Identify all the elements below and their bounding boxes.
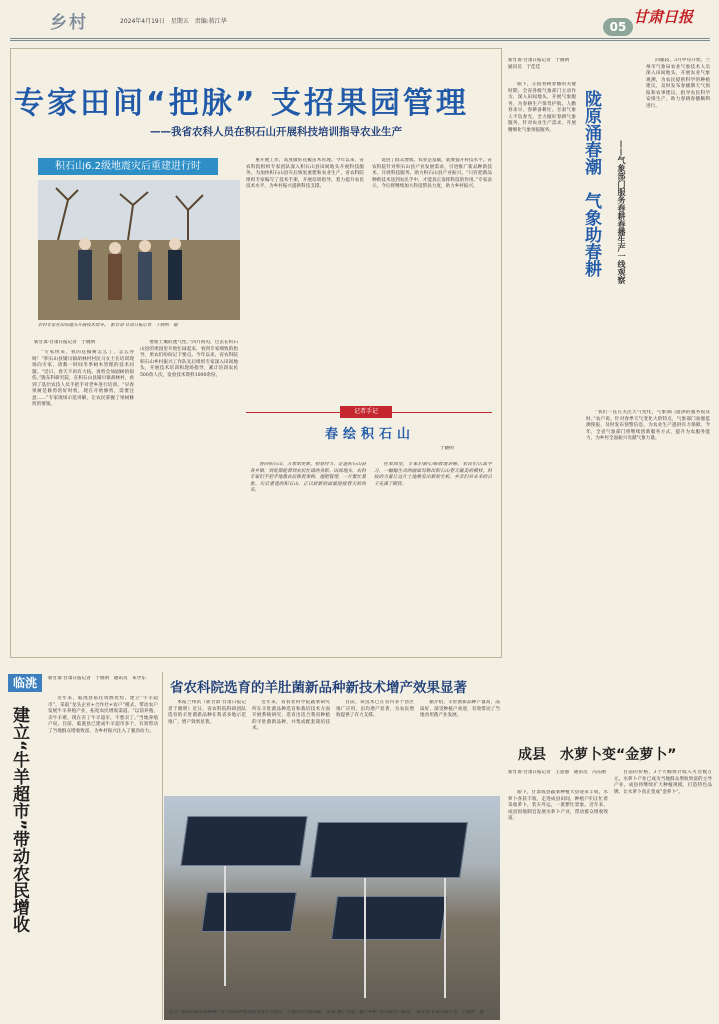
right-story-col-2 bbox=[646, 58, 710, 358]
section-name: 乡村 bbox=[50, 13, 88, 33]
paragraph: 重开展工作，高度做好花椒苗木管理。今年以来，省农科院组织专家团队深入积石山县田间地头开展科技服务。为加快积石山县灾后恢复重建和农业生产，省农科院组织专家编写了技术手册，开展培训指导，着力提升农民技术水平，为乡村振兴提供科技支撑。 bbox=[246, 158, 364, 189]
paragraph: 回暖较。3月中旬开始，兰州市气象局农业气象技术人员深入田间地头，开展农业气象观测，为农民提供科学的种植建议，及时发布春播期天气预报和农事建议，指导农民科学安排生产，助力春耕春播顺利进行。 bbox=[646, 58, 710, 109]
right-story-col-3 bbox=[586, 410, 710, 670]
paragraph: 本报兰州讯（新甘肃·甘肃日报记者于晓明）近日，省农科院科研团队选育的羊肚菌新品种在我省多地示范推广，增产效果显著。 bbox=[168, 700, 246, 725]
masthead-logo: 甘肃日报 bbox=[633, 8, 694, 26]
top-story-col-2 bbox=[140, 340, 238, 650]
sidebar-tag: 临洮 bbox=[8, 674, 42, 692]
solar-panel bbox=[310, 822, 468, 878]
page-number: 05 bbox=[603, 18, 633, 36]
paragraph: 目前的价格，3个大棚预计收入可达数万元。水萝卜产业已成为当地群众增收致富的主导产业，成县将继续扩大种植规模，打造特色品牌，让水萝卜真正变成“金萝卜”。 bbox=[614, 770, 712, 795]
support-pillar bbox=[364, 878, 366, 998]
sidebar-byline: 新甘肃·甘肃日报记者 于晓明 通讯员 朱学东 bbox=[48, 676, 146, 681]
paragraph: 近年来，省农业科学院蔬菜研究所在羊肚菌品种选育和栽培技术方面开展系统研究，选育出适合我省种植的羊肚菌新品种，并集成配套栽培技术。 bbox=[252, 700, 330, 731]
solar-panel bbox=[331, 896, 447, 940]
solar-greenhouse-photo bbox=[164, 796, 500, 1020]
lower-story-col-3 bbox=[336, 700, 414, 792]
lower-story-col-4 bbox=[420, 700, 500, 792]
paragraph: “专家快来，我的花椒树怎么了，怎么办呀！”积石山县铺川镇胡林村村民马女士在培训现场向专家，请教一时间冬季树木管理的技术问题。“近日，春天不再有大枝，再剪会加剧树的损伤。”陇东科研究院，在积石山县铺川镇胡林村，看到了基层农技人员手把手对老乡进行培训。“早春果树是修剪的好时机，现在开始修剪，需要注意……”专家现场示范讲解，让农民掌握了果树修剪的要领。 bbox=[32, 350, 134, 407]
essay-title: 春绘积石山 bbox=[324, 427, 415, 442]
radish-story-byline: 新甘肃·甘肃日报记者 王思愚 通讯员 冯东刚 bbox=[508, 770, 606, 775]
top-story-byline: 新甘肃·甘肃日报记者 于晓明 bbox=[34, 340, 96, 345]
lower-story-headline: 省农科院选育的羊肚菌新品种新技术增产效果显著 bbox=[170, 680, 467, 696]
lower-story-col-2 bbox=[252, 700, 330, 792]
radish-story-title: 成县 水萝卜变“金萝卜” bbox=[518, 747, 677, 763]
paragraph: 眼下，甘肃成县蔬菜种植大县迎来丰收，水萝卜喜获丰收。走进成县田间，种植户们正忙着采收萝卜，装车外运，一派繁忙景象。近年来，成县因地制宜发展水萝卜产业，带动群众增收致富。 bbox=[508, 790, 608, 821]
top-story-col-4 bbox=[372, 158, 492, 398]
lower-story-photo-caption: 近日，临泽县新华镇种植户在羊肚菌种植基地查看长势情况，大棚与光伏板搭配，形成“棚上发电、棚下种植”的立体生产模式。 新甘肃·甘肃日报记者 于晓明 摄 bbox=[168, 1010, 484, 1015]
paragraph: 春回积石山，万象始更新。初春时节，走进积石山县各乡镇，到处都能看到农民忙碌的身影。田间地头，农科专家们手把手地教农民修剪果树、施肥管理，一片繁忙景象。灾后重建的积石山，正以崭新的面貌迎接春天的到来。 bbox=[250, 462, 366, 493]
right-story-byline: 新甘肃·甘肃日报记者 于晓明 通讯员 于佳佳 bbox=[508, 58, 574, 70]
paragraph: 促进了群众增收。农业是基础，就要提升科技水平。省农科院针对积石山县产业发展需求，引进推广新品种新技术，开展科技服务，助力积石山县产业振兴。“只有把新品种新技术送到农民手中，才能真正发挥科技的作用。”专家表示，今后将继续加大科技帮扶力度，助力乡村振兴。 bbox=[372, 158, 492, 189]
top-story-col-3 bbox=[246, 158, 364, 398]
solar-panel bbox=[180, 816, 307, 866]
orchard-scene-image bbox=[38, 180, 240, 320]
top-story-col-1 bbox=[32, 350, 134, 650]
paragraph: 增加土壤的透气性。”四月初旬，过去在积石山县的果园里开始忙碌起来，看到专家细致的指导，果农们纷纷记下要点。今年以来，省农科院积石山乡村振兴工作队先后组织专家深入田间地头，开展技术培训和现场指导，累计培训农民500余人次，发放技术资料1000余份。 bbox=[140, 340, 238, 378]
paragraph: 眼下，正值春耕春播的关键时期，全省各级气象部门主动作为，深入田间地头，开展气象服务，为春耕生产保驾护航。人勤春来早，春耕备耕忙。甘肃气象人不负春光，全力做好春耕气象服务，针对农业生产需求，开展精细化气象预报服务。 bbox=[508, 82, 576, 133]
top-story-subheadline: ——我省农科人员在积石山开展科技培训指导农业生产 bbox=[150, 126, 402, 138]
essay-tag: 记者手记 bbox=[340, 406, 392, 418]
dateline: 2024年4月19日 星期五 责编:蒋江华 bbox=[120, 18, 227, 25]
essay-col-2 bbox=[374, 462, 492, 652]
header-rule bbox=[10, 38, 710, 41]
right-story-subtitle: ——气象部门服务春耕春播生产一线观察 bbox=[617, 140, 626, 284]
paragraph: “我们一直在关注天气变化，气象部门提供的服务很及时。”农户说。针对春季天气变化大的特点，气象部门加强监测预报，及时发布预警信息，为农业生产提供有力保障。今年，全省气象部门将继续创新服务方式，提升为农服务能力，为乡村全面振兴贡献气象力量。 bbox=[586, 410, 710, 441]
sidebar-title: 建立“牛羊超市”带动农民增收 bbox=[9, 706, 29, 933]
lower-story-col-1 bbox=[168, 700, 246, 792]
top-story-headline: 专家田间“把脉” 支招果园管理 bbox=[14, 86, 469, 121]
top-story-photo-caption: 农科专家在田间地头开展技术指导。 新甘肃·甘肃日报记者 于晓明 摄 bbox=[38, 323, 178, 328]
sidebar-col bbox=[48, 696, 158, 1016]
radish-story-col-1 bbox=[508, 790, 608, 1020]
paragraph: 近年来，临洮县依托资源优势，建立“牛羊超市”，采取“龙头企业+合作社+农户”模式，带动农户发展牛羊养殖产业，拓宽农民增收渠道。“以前养殖，卖牛羊难，现在有了牛羊超市，不愁卖了。”当地养殖户说。目前，临洮县已建成牛羊超市多个，有效带动了当地群众增收致富，为乡村振兴注入了强劲动力。 bbox=[48, 696, 158, 734]
paragraph: 在果园里，专家们耐心细致地讲解，农民们认真学习，一幅幅生动的画面勾勒出积石山春天最美的模样。科技的力量让这片土地焕发出新的生机，乡亲们对未来的日子充满了期待。 bbox=[374, 462, 492, 487]
essay-byline: 于晓明 bbox=[440, 446, 454, 451]
paragraph: 据介绍，羊肚菌新品种产量高、品质好，深受种植户欢迎，有效带动了当地食用菌产业发展。 bbox=[420, 700, 500, 718]
top-story-photo bbox=[38, 180, 240, 320]
solar-panel bbox=[201, 892, 297, 932]
support-pillar bbox=[224, 866, 226, 986]
paragraph: 目前，该技术已在省内多个县区推广应用，亩均增产显著，为农民增收提供了有力支撑。 bbox=[336, 700, 414, 718]
sidebar-divider bbox=[162, 672, 163, 1020]
right-story-title: 陇原涌春潮 气象助春耕 bbox=[581, 90, 601, 277]
radish-story-col-2 bbox=[614, 770, 712, 1020]
right-story-col-1 bbox=[508, 82, 576, 662]
essay-col-1 bbox=[250, 462, 366, 652]
support-pillar bbox=[444, 878, 446, 998]
top-story-tag: 积石山6.2级地震灾后重建进行时 bbox=[38, 158, 218, 175]
